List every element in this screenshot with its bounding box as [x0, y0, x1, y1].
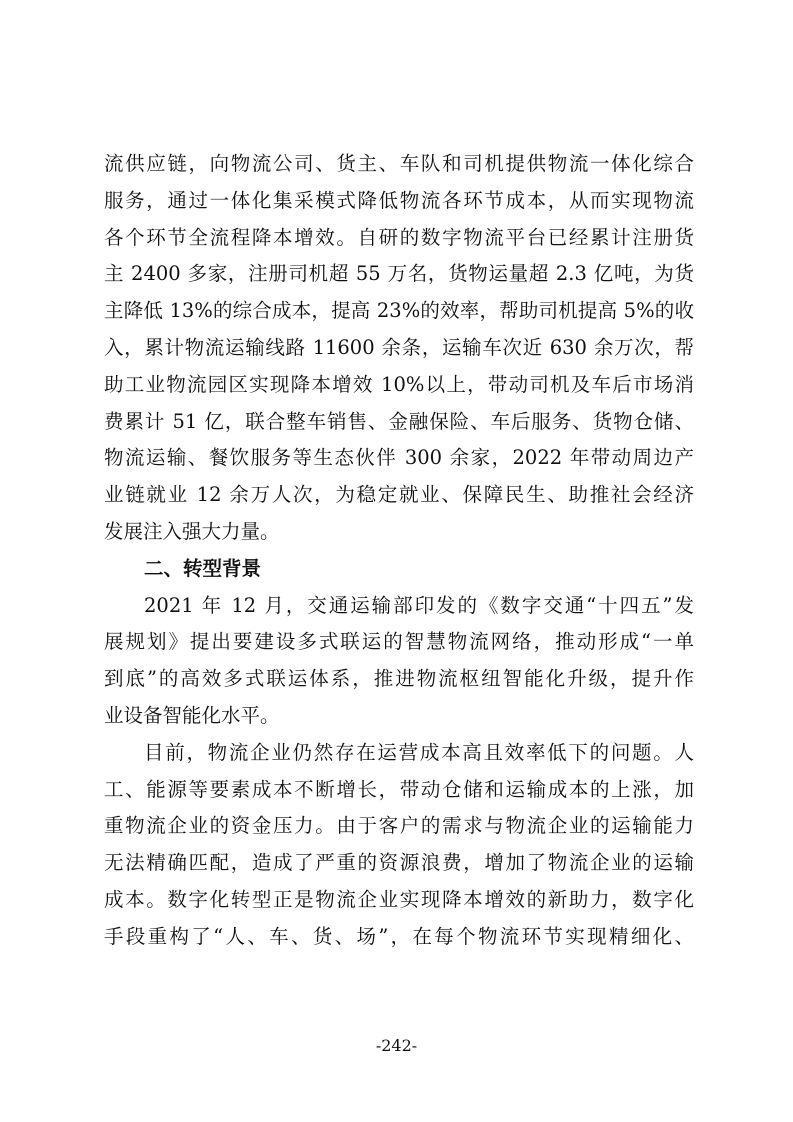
text-line: 目前，物流企业仍然存在运营成本高且效率低下的问题。人	[144, 740, 694, 764]
text-line: 主 2400 多家，注册司机超 55 万名，货物运量超 2.3 亿吨，为货	[104, 262, 694, 286]
text-line: 业设备智能化水平。	[104, 703, 280, 727]
text-line: 手段重构了“人、车、货、场”，在每个物流环节实现精细化、	[104, 924, 694, 948]
page-number: -242-	[375, 1036, 418, 1055]
text-line: 到底”的高效多式联运体系，推进物流枢纽智能化升级，提升作	[104, 667, 694, 691]
text-line: 各个环节全流程降本增效。自研的数字物流平台已经累计注册货	[104, 225, 694, 249]
text-line: 无法精确匹配，造成了严重的资源浪费，增加了物流企业的运输	[104, 851, 694, 875]
text-line: 展规划》提出要建设多式联运的智慧物流网络，推动形成“一单	[104, 630, 694, 654]
text-line: 入，累计物流运输线路 11600 余条，运输车次近 630 余万次，帮	[104, 335, 694, 359]
text-line: 工、能源等要素成本不断增长，带动仓储和运输成本的上涨，加	[104, 777, 694, 801]
section-heading: 二、转型背景	[144, 556, 262, 580]
text-line: 物流运输、餐饮服务等生态伙伴 300 余家，2022 年带动周边产	[104, 446, 694, 470]
text-line: 成本。数字化转型正是物流企业实现降本增效的新助力，数字化	[104, 887, 694, 911]
text-line: 流供应链，向物流公司、货主、车队和司机提供物流一体化综合	[104, 152, 694, 175]
text-line: 发展注入强大力量。	[104, 519, 280, 543]
text-line: 助工业物流园区实现降本增效 10%以上，带动司机及车后市场消	[104, 372, 694, 396]
text-line: 2021 年 12 月，交通运输部印发的《数字交通“十四五”发	[144, 593, 694, 617]
text-line: 服务，通过一体化集采模式降低物流各环节成本，从而实现物流	[104, 188, 694, 212]
body-text	[104, 146, 694, 956]
text-line: 主降低 13%的综合成本，提高 23%的效率，帮助司机提高 5%的收	[104, 299, 694, 323]
text-line: 费累计 51 亿，联合整车销售、金融保险、车后服务、货物仓储、	[104, 409, 694, 433]
text-line: 重物流企业的资金压力。由于客户的需求与物流企业的运输能力	[104, 814, 694, 838]
text-line: 业链就业 12 余万人次，为稳定就业、保障民生、助推社会经济	[104, 483, 694, 507]
